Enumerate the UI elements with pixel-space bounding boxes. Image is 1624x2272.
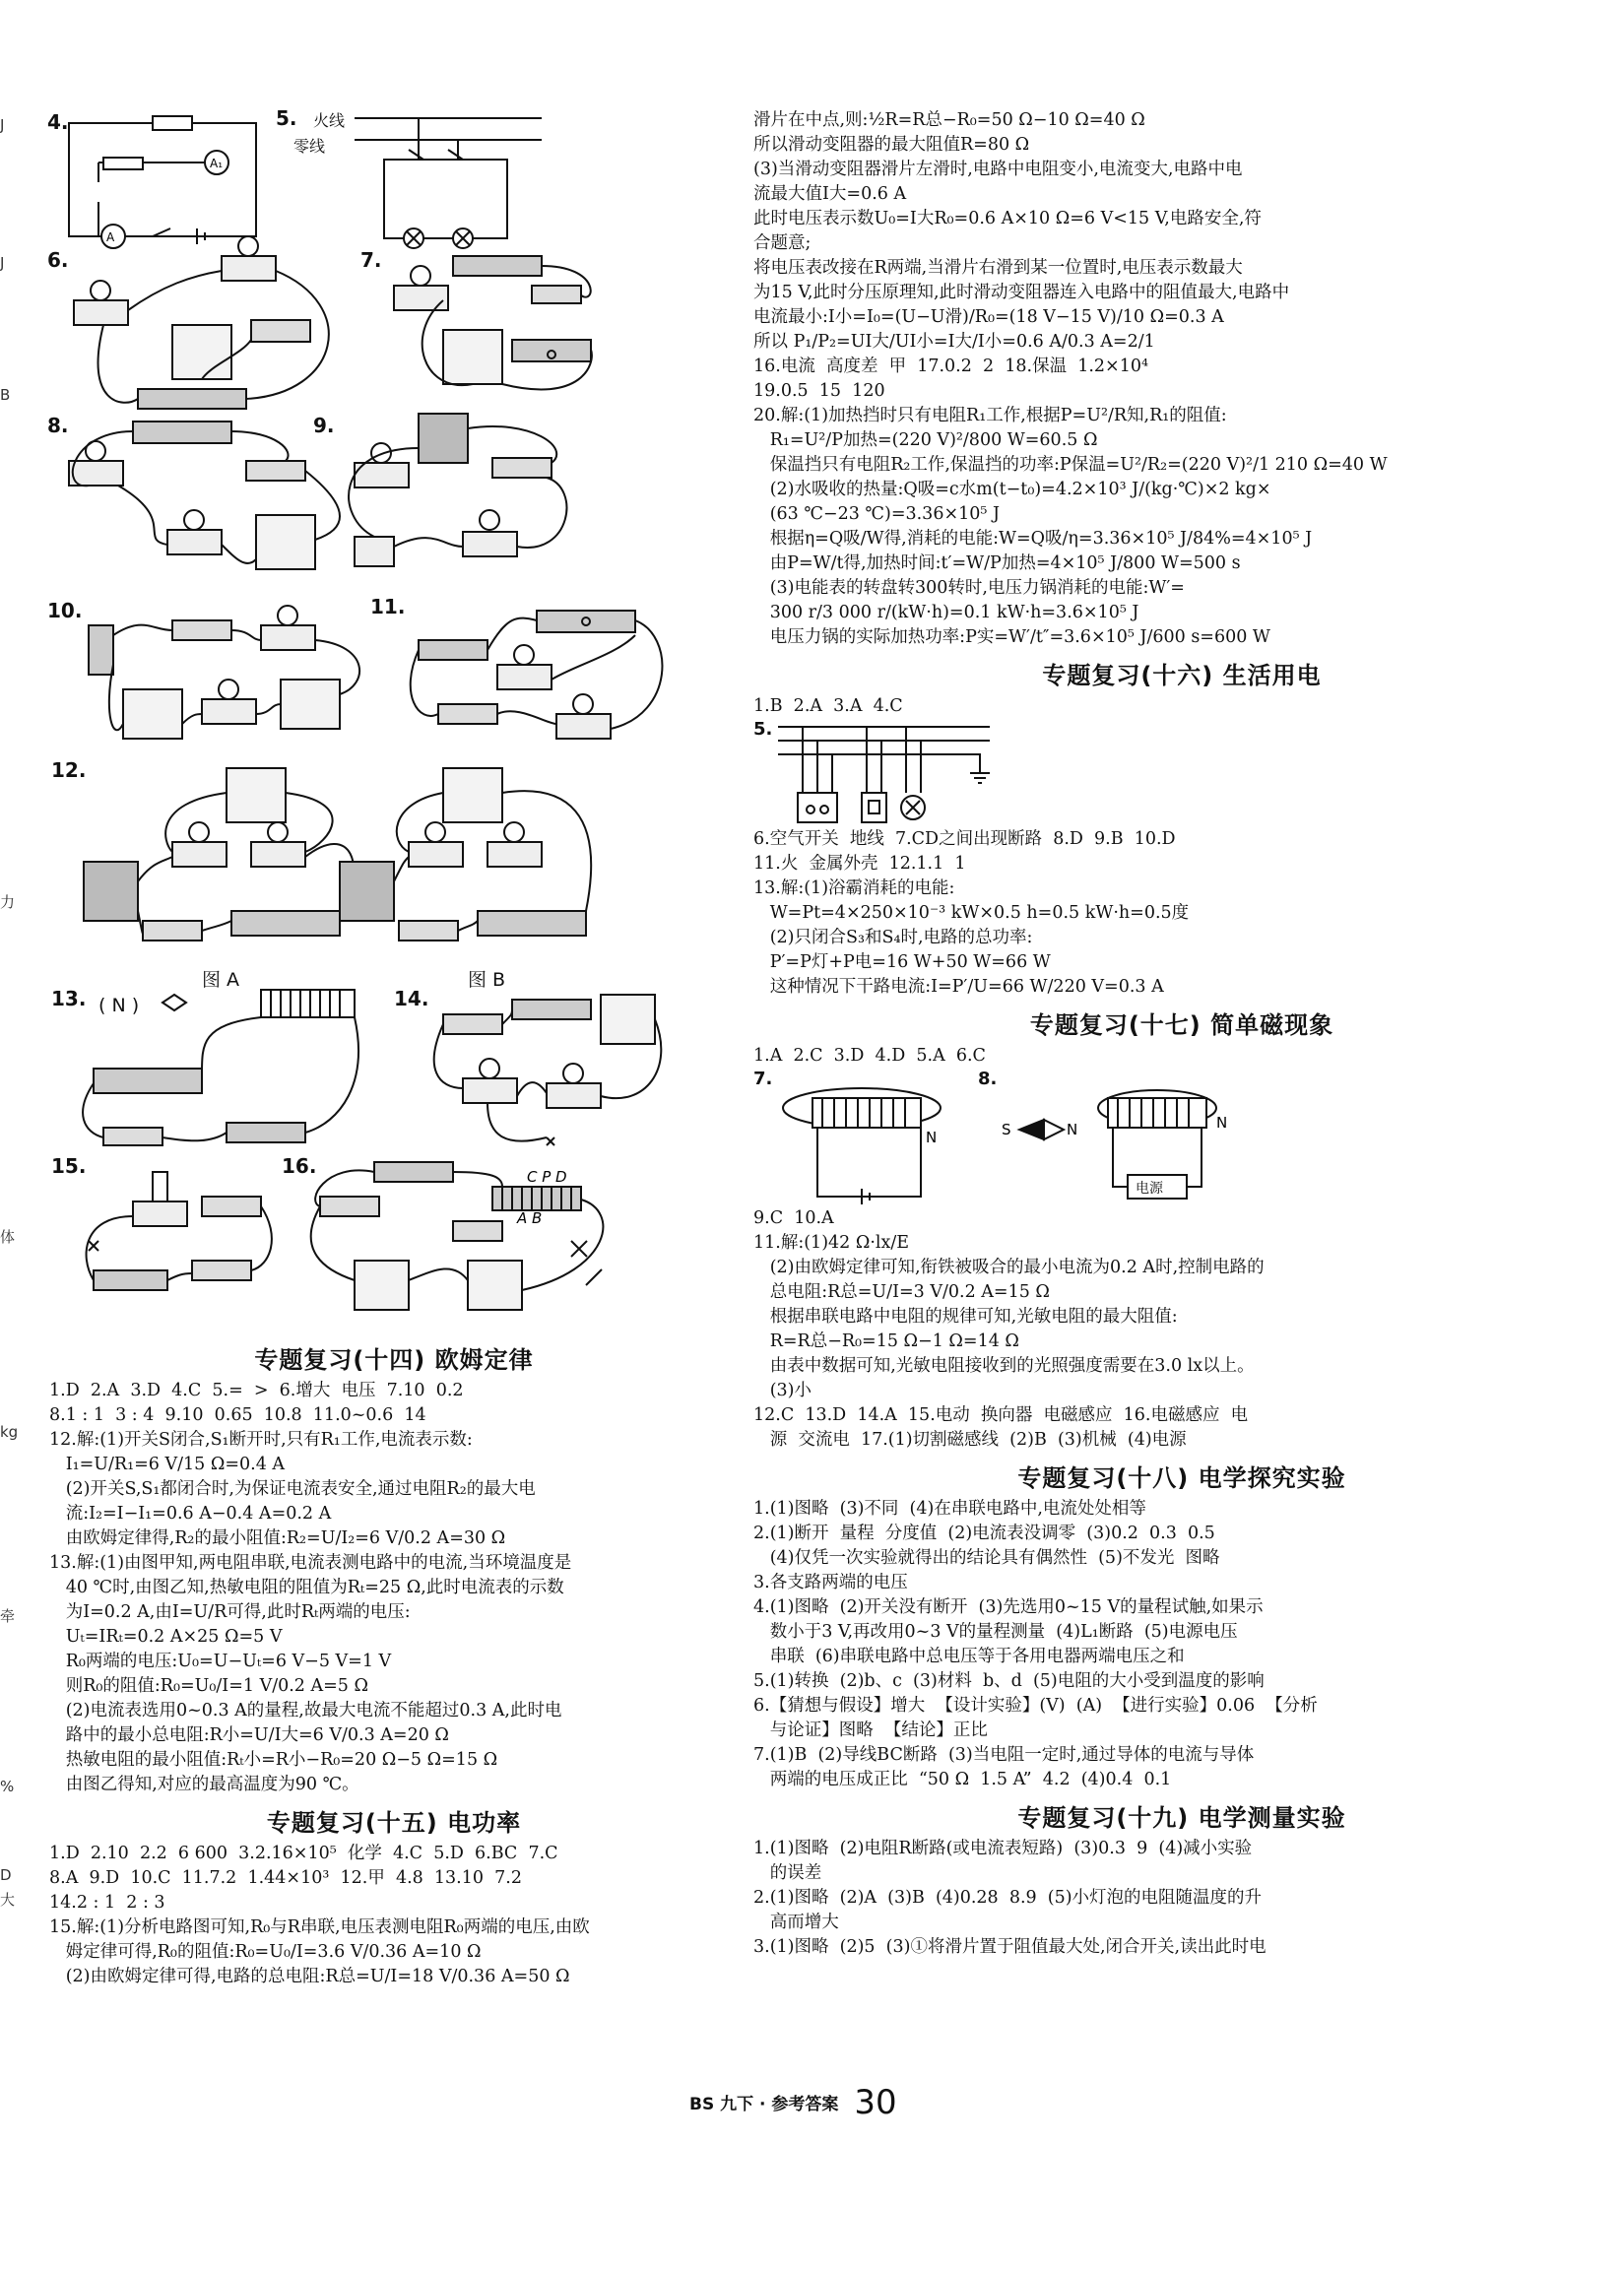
section-19-title: 专题复习(十九) 电学测量实验 (1017, 1804, 1346, 1832)
answer-line: 14.2 : 1 2 : 3 (49, 1893, 165, 1913)
household-circuit-diagram (773, 719, 1009, 827)
answer-line: 7.(1)B (2)导线BC断路 (3)当电阻一定时,通过导体的电流与导体 (753, 1745, 1255, 1765)
circuit-diagram-12 (74, 763, 665, 960)
answer-line: (2)由欧姆定律可知,衔铁被吸合的最小电流为0.2 A时,控制电路的 (753, 1258, 1265, 1277)
answer-line: 13.解:(1)由图甲知,两电阻串联,电流表测电路中的电流,当环境温度是 (49, 1553, 572, 1573)
fig-label-4: 4. (47, 110, 69, 134)
answer-line: 源 交流电 17.(1)切割磁感线 (2)B (3)机械 (4)电源 (753, 1430, 1187, 1450)
answer-line: 由P=W/t得,加热时间:t′=W/P加热=4×10⁵ J/800 W=500 s (753, 553, 1241, 573)
answer-line: 13.解:(1)浴霸消耗的电能: (753, 878, 955, 898)
section-16-title: 专题复习(十六) 生活用电 (1042, 662, 1322, 689)
edge-char: 力 (0, 893, 16, 911)
answer-line: 由欧姆定律得,R₂的最小阻值:R₂=U/I₂=6 V/0.2 A=30 Ω (49, 1528, 506, 1548)
svg-text:N: N (1067, 1121, 1078, 1138)
section-14 (49, 1334, 739, 1989)
fig-label-16: 16. (282, 1154, 317, 1178)
circuit-diagram-15 (84, 1157, 281, 1315)
answer-line: R₁=U²/P加热=(220 V)²/800 W=60.5 Ω (753, 430, 1098, 450)
answer-line: 9.C 10.A (753, 1208, 834, 1228)
fig-label-6: 6. (47, 248, 69, 272)
answer-line: Uₜ=IRₜ=0.2 A×25 Ω=5 V (49, 1627, 283, 1647)
edge-char: kg (0, 1423, 19, 1441)
answer-line: 电流最小:I小=I₀=(U−U滑)/R₀=(18 V−15 V)/10 Ω=0.3 A (753, 307, 1224, 327)
svg-text:C P D: C P D (527, 1168, 567, 1186)
answer-line: 2.(1)断开 量程 分度值 (2)电流表没调零 (3)0.2 0.3 0.5 (753, 1524, 1215, 1543)
circuit-diagram-7 (384, 246, 611, 414)
answer-line: 1.D 2.A 3.D 4.C 5.= > 6.增大 电压 7.10 0.2 (49, 1381, 464, 1400)
answer-line: (2)水吸收的热量:Q吸=c水m(t−t₀)=4.2×10³ J/(kg·℃)×2 kg× (753, 480, 1271, 499)
answer-line: 8.1 : 1 3 : 4 9.10 0.65 10.8 11.0~0.6 14 (49, 1405, 426, 1425)
answer-line: (3)当滑动变阻器滑片左滑时,电路中电阻变小,电流变大,电路中电 (753, 160, 1243, 179)
left-column (0, 0, 788, 2272)
answer-line: 19.0.5 15 120 (753, 381, 885, 401)
fig-label-8: 8. (47, 414, 69, 437)
answer-line: 此时电压表示数U₀=I大R₀=0.6 A×10 Ω=6 V<15 V,电路安全,符 (753, 209, 1262, 228)
answer-line: 与论证】图略 【结论】正比 (753, 1720, 988, 1740)
answer-line: 2.(1)图略 (2)A (3)B (4)0.28 8.9 (5)小灯泡的电阻随温度的升 (753, 1888, 1263, 1908)
neutral-wire-label: 零线 (293, 137, 326, 156)
answer-line: 保温挡只有电阻R₂工作,保温挡的功率:P保温=U²/R₂=(220 V)²/1 210 Ω=40 W (753, 455, 1388, 475)
answer-line: 的误差 (753, 1863, 822, 1883)
fig-label-5: 5. (276, 106, 297, 130)
svg-text:A₁: A₁ (210, 157, 224, 170)
compass-pole-label: ( N ) (98, 995, 140, 1016)
answer-line: (2)由欧姆定律可得,电路的总电阻:R总=U/I=18 V/0.36 A=50 Ω (49, 1967, 570, 1986)
answer-line: 4.(1)图略 (2)开关没有断开 (3)先选用0~15 V的量程试触,如果示 (753, 1597, 1264, 1617)
answer-line: R₀两端的电压:U₀=U−Uₜ=6 V−5 V=1 V (49, 1652, 392, 1671)
svg-text:S: S (1002, 1121, 1011, 1138)
answer-line: 这种情况下干路电流:I=P′/U=66 W/220 V=0.3 A (753, 977, 1164, 997)
answer-line: W=Pt=4×250×10⁻³ kW×0.5 h=0.5 kW·h=0.5度 (753, 903, 1190, 923)
answer-line: 数小于3 V,再改用0~3 V的量程测量 (4)L₁断路 (5)电源电压 (753, 1622, 1238, 1642)
answer-line: 15.解:(1)分析电路图可知,R₀与R串联,电压表测电阻R₀两端的电压,由欧 (49, 1917, 590, 1937)
answer-line: 3.(1)图略 (2)5 (3)①将滑片置于阻值最大处,闭合开关,读出此时电 (753, 1937, 1267, 1957)
svg-text:A: A (106, 230, 115, 244)
fig-label-14: 14. (394, 987, 429, 1010)
answer-line: 40 ℃时,由图乙知,热敏电阻的阻值为Rₜ=25 Ω,此时电流表的示数 (49, 1578, 564, 1597)
answer-line: 所以滑动变阻器的最大阻值R=80 Ω (753, 135, 1030, 155)
answer-line: 6.【猜想与假设】增大 【设计实验】(V) (A) 【进行实验】0.06 【分析 (753, 1696, 1318, 1716)
electromagnet-diagram-7 (773, 1078, 970, 1206)
answer-line: 则R₀的阻值:R₀=U₀/I=1 V/0.2 A=5 Ω (49, 1676, 368, 1696)
edge-char: J (0, 254, 5, 272)
answer-line: 总电阻:R总=U/I=3 V/0.2 A=15 Ω (753, 1282, 1050, 1302)
answer-line: 11.火 金属外壳 12.1.1 1 (753, 854, 966, 874)
answer-line: 1.A 2.C 3.D 4.D 5.A 6.C (753, 1046, 986, 1066)
answer-line: 1.D 2.10 2.2 6 600 3.2.16×10⁵ 化学 4.C 5.D 6.BC 7.C (49, 1844, 558, 1863)
answer-line: 1.(1)图略 (3)不同 (4)在串联电路中,电流处处相等 (753, 1499, 1146, 1519)
fig-label-5b: 5. (753, 719, 773, 740)
answer-line: 12.C 13.D 14.A 15.电动 换向器 电磁感应 16.电磁感应 电 (753, 1405, 1249, 1425)
answer-line: 根据η=Q吸/W得,消耗的电能:W=Q吸/η=3.36×10⁵ J/84%=4×10⁵ J (753, 529, 1313, 549)
answer-line: 电压力锅的实际加热功率:P实=W′/t″=3.6×10⁵ J/600 s=600 W (753, 627, 1270, 647)
circuit-diagram-13 (84, 985, 379, 1157)
answer-line: 由表中数据可知,光敏电阻接收到的光照强度需要在3.0 lx以上。 (753, 1356, 1255, 1376)
answer-line: (2)开关S,S₁都闭合时,为保证电流表安全,通过电阻R₂的最大电 (49, 1479, 536, 1499)
answer-line: 为15 V,此时分压原理知,此时滑动变阻器连入电路中的阻值最大,电路中 (753, 283, 1290, 302)
answer-line: 16.电流 高度差 甲 17.0.2 2 18.保温 1.2×10⁴ (753, 357, 1148, 376)
edge-char: D (0, 1866, 12, 1884)
circuit-diagram-4 (59, 103, 276, 251)
figure-a-caption: 图 A (202, 969, 240, 991)
section-15-title: 专题复习(十五) 电功率 (266, 1809, 522, 1837)
answer-line: (2)只闭合S₃和S₄时,电路的总功率: (753, 928, 1033, 947)
edge-char: B (0, 386, 11, 404)
answer-line: 由图乙得知,对应的最高温度为90 ℃。 (49, 1775, 359, 1794)
answer-line: (3)小 (753, 1381, 812, 1400)
circuit-diagram-11 (409, 596, 665, 753)
circuit-diagram-10 (84, 606, 369, 753)
answer-line: (4)仅凭一次实验就得出的结论具有偶然性 (5)不发光 图略 (753, 1548, 1220, 1568)
answer-line: 流最大值I大=0.6 A (753, 184, 907, 204)
svg-text:N: N (1216, 1114, 1228, 1132)
figure-b-caption: 图 B (468, 969, 506, 991)
answer-line: 20.解:(1)加热挡时只有电阻R₁工作,根据P=U²/R知,R₁的阻值: (753, 406, 1227, 425)
answer-line: 滑片在中点,则:½R=R总−R₀=50 Ω−10 Ω=40 Ω (753, 110, 1145, 130)
answer-line: (63 ℃−23 ℃)=3.36×10⁵ J (753, 504, 1000, 524)
answer-line: 串联 (6)串联电路中总电压等于各用电器两端电压之和 (753, 1647, 1185, 1666)
answer-line: P′=P灯+P电=16 W+50 W=66 W (753, 952, 1051, 972)
live-wire-label: 火线 (313, 111, 346, 130)
answer-line: 12.解:(1)开关S闭合,S₁断开时,只有R₁工作,电流表示数: (49, 1430, 473, 1450)
footer-text: BS 九下 · 参考答案 (689, 2095, 839, 2114)
edge-char: 牵 (0, 1607, 16, 1625)
answer-line: 路中的最小总电阻:R小=U/I大=6 V/0.3 A=20 Ω (49, 1725, 449, 1745)
answer-line: 6.空气开关 地线 7.CD之间出现断路 8.D 9.B 10.D (753, 829, 1176, 849)
circuit-diagram-6 (64, 246, 350, 414)
circuit-diagram-9 (335, 409, 591, 586)
circuit-diagram-14 (428, 990, 665, 1157)
fig-label-7b: 7. (753, 1069, 773, 1089)
circuit-diagram-16 (305, 1152, 699, 1320)
answer-line: 两端的电压成正比 “50 Ω 1.5 A” 4.2 (4)0.4 0.1 (753, 1770, 1172, 1789)
answer-line: 根据串联电路中电阻的规律可知,光敏电阻的最大阻值: (753, 1307, 1178, 1327)
edge-char: 体 (0, 1228, 16, 1246)
page-number: 30 (854, 2083, 897, 2122)
fig-label-12: 12. (51, 758, 87, 782)
answer-line: 3.各支路两端的电压 (753, 1573, 908, 1592)
section-17-title: 专题复习(十七) 简单磁现象 (1029, 1011, 1334, 1039)
edge-char: 大 (0, 1891, 16, 1909)
answer-line: 所以 P₁/P₂=UI大/UI小=I大/I小=0.6 A/0.3 A=2/1 (753, 332, 1155, 352)
answer-line: 流:I₂=I−I₁=0.6 A−0.4 A=0.2 A (49, 1504, 332, 1524)
answer-line: 300 r/3 000 r/(kW·h)=0.1 kW·h=3.6×10⁵ J (753, 603, 1139, 622)
fig-label-7: 7. (360, 248, 382, 272)
figure-7-8-magnets (753, 1069, 1610, 1206)
power-source-label: 电源 (1136, 1181, 1163, 1197)
svg-text:A B: A B (517, 1209, 543, 1227)
answer-line: (2)电流表选用0~0.3 A的量程,故最大电流不能超过0.3 A,此时电 (49, 1701, 562, 1720)
answer-line: (3)电能表的转盘转300转时,电压力锅消耗的电能:W′= (753, 578, 1185, 598)
answer-line: 1.(1)图略 (2)电阻R断路(或电流表短路) (3)0.3 9 (4)减小实验 (753, 1839, 1253, 1858)
answer-line: 热敏电阻的最小阻值:Rₜ小=R小−R₀=20 Ω−5 Ω=15 Ω (49, 1750, 498, 1770)
answer-line: 1.B 2.A 3.A 4.C (753, 696, 903, 716)
svg-text:N: N (926, 1129, 938, 1146)
edge-char: % (0, 1778, 15, 1795)
fig-label-10: 10. (47, 599, 83, 622)
answer-line: 高而增大 (753, 1913, 839, 1932)
circuit-diagram-8 (59, 412, 355, 584)
section-18-title: 专题复习(十八) 电学探究实验 (1017, 1464, 1346, 1492)
answer-line: R=R总−R₀=15 Ω−1 Ω=14 Ω (753, 1331, 1019, 1351)
answer-line: 5.(1)转换 (2)b、c (3)材料 b、d (5)电阻的大小受到温度的影响 (753, 1671, 1265, 1691)
figure-5-wiring (753, 719, 1610, 827)
section-14-title: 专题复习(十四) 欧姆定律 (254, 1346, 534, 1374)
answer-line: 11.解:(1)42 Ω·lx/E (753, 1233, 910, 1253)
fig-label-11: 11. (370, 595, 406, 618)
electromagnet-diagram-8 (990, 1078, 1256, 1206)
answer-line: 8.A 9.D 10.C 11.7.2 1.44×10³ 12.甲 4.8 13.10 7.2 (49, 1868, 522, 1888)
fig-label-13: 13. (51, 987, 87, 1010)
answer-line: 姆定律可得,R₀的阻值:R₀=U₀/I=3.6 V/0.36 A=10 Ω (49, 1942, 482, 1962)
right-column (753, 108, 1610, 1960)
answer-line: 将电压表改接在R两端,当滑片右滑到某一位置时,电压表示数最大 (753, 258, 1243, 278)
answer-line: 为I=0.2 A,由I=U/R可得,此时Rₜ两端的电压: (49, 1602, 411, 1622)
fig-label-9: 9. (313, 414, 335, 437)
fig-label-8b: 8. (978, 1069, 998, 1089)
page-footer (689, 2083, 897, 2122)
answer-line: I₁=U/R₁=6 V/15 Ω=0.4 A (49, 1455, 286, 1474)
circuit-diagram-5 (350, 110, 547, 248)
edge-char: J (0, 116, 5, 134)
fig-label-15: 15. (51, 1154, 87, 1178)
answer-line: 合题意; (753, 233, 812, 253)
